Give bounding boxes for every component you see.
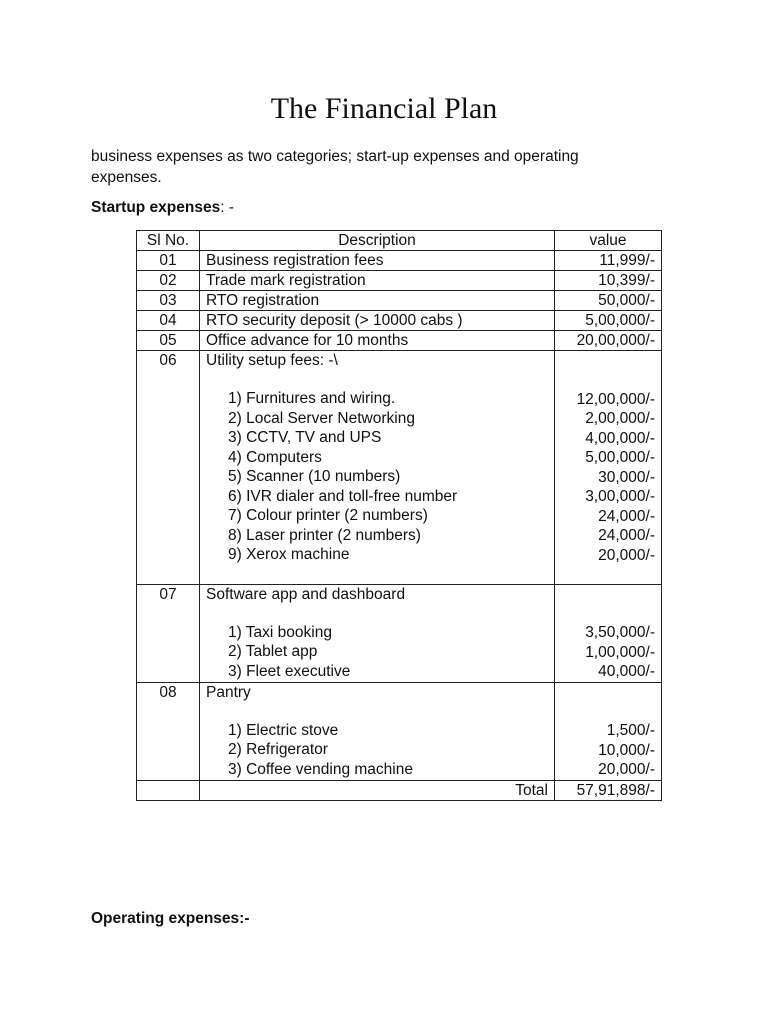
item-value: 3,50,000/- (585, 624, 655, 641)
group-values (555, 682, 662, 780)
intro-paragraph: business expenses as two categories; start-up expenses and operating expenses. (91, 148, 579, 186)
group-description (200, 682, 555, 780)
startup-expenses-table (136, 230, 662, 801)
list-item: 3) Fleet executive (228, 662, 351, 680)
total-label: Total (200, 780, 555, 800)
item-value: 2,00,000/- (585, 410, 655, 427)
group-item-list (206, 721, 548, 780)
list-item: 1) Electric stove (228, 721, 339, 739)
group-values (555, 351, 662, 585)
item-value: 20,000/- (598, 546, 655, 564)
item-value: 12,00,000/- (576, 390, 655, 408)
operating-expenses-heading (91, 910, 250, 928)
list-item: 8) Laser printer (2 numbers) (228, 526, 421, 544)
group-title: Utility setup fees: -\ (206, 352, 338, 369)
row-description: RTO security deposit (> 10000 cabs ) (200, 311, 555, 331)
table-row (137, 291, 662, 311)
group-description (200, 351, 555, 585)
list-item: 2) Tablet app (228, 643, 318, 660)
list-item: 4) Computers (228, 448, 322, 466)
total-value: 57,91,898/- (555, 780, 662, 800)
startup-heading-suffix: : - (220, 199, 234, 216)
list-item: 3) CCTV, TV and UPS (228, 429, 382, 446)
list-item: 2) Refrigerator (228, 741, 328, 758)
item-value: 1,00,000/- (585, 643, 655, 661)
group-title: Pantry (206, 683, 251, 701)
row-description: Trade mark registration (200, 271, 555, 291)
list-item: 5) Scanner (10 numbers) (228, 468, 401, 485)
row-value: 50,000/- (555, 291, 662, 311)
table-row (137, 311, 662, 331)
item-value: 1,500/- (606, 722, 655, 739)
row-description: RTO registration (200, 291, 555, 311)
list-item: 3) Coffee vending machine (228, 760, 413, 778)
group-description (200, 584, 555, 682)
group-values (555, 584, 662, 682)
startup-heading-bold: Startup expenses (91, 199, 221, 216)
row-value: 10,399/- (555, 271, 662, 291)
table-group-row (137, 682, 662, 780)
list-item: 1) Furnitures and wiring. (228, 390, 396, 407)
header-description: Description (200, 231, 555, 251)
row-description: Office advance for 10 months (200, 331, 555, 351)
list-item: 7) Colour printer (2 numbers) (228, 507, 428, 524)
item-value: 5,00,000/- (585, 449, 655, 466)
table-group-row (137, 351, 662, 585)
group-sl: 06 (137, 351, 200, 585)
row-description: Business registration fees (200, 251, 555, 271)
list-item: 6) IVR dialer and toll-free number (228, 487, 458, 505)
table-header-row (137, 231, 662, 251)
row-value: 20,00,000/- (555, 331, 662, 351)
table-row (137, 331, 662, 351)
item-value: 40,000/- (598, 663, 655, 680)
list-item: 1) Taxi booking (228, 623, 332, 641)
header-value: value (555, 231, 662, 251)
header-sl-no: Sl No. (137, 231, 200, 251)
item-value: 24,000/- (598, 507, 655, 525)
item-value: 30,000/- (598, 468, 655, 486)
row-sl: 01 (137, 251, 200, 271)
group-item-list (206, 389, 548, 565)
item-value: 24,000/- (598, 527, 655, 544)
startup-expenses-heading (91, 199, 234, 217)
item-value: 3,00,000/- (585, 488, 655, 505)
group-sl: 07 (137, 584, 200, 682)
item-value: 20,000/- (598, 761, 655, 778)
item-value: 10,000/- (598, 741, 655, 759)
group-title: Software app and dashboard (206, 585, 406, 603)
group-sl: 08 (137, 682, 200, 780)
group-item-list (206, 623, 548, 682)
table-row (137, 271, 662, 291)
row-sl: 02 (137, 271, 200, 291)
operating-heading-bold: Operating expenses:- (91, 910, 250, 927)
list-item: 2) Local Server Networking (228, 409, 415, 427)
item-value: 4,00,000/- (585, 429, 655, 447)
row-sl: 04 (137, 311, 200, 331)
row-sl: 03 (137, 291, 200, 311)
list-item: 9) Xerox machine (228, 546, 350, 563)
table-total-row (137, 780, 662, 800)
row-sl: 05 (137, 331, 200, 351)
table-row (137, 251, 662, 271)
row-value: 5,00,000/- (555, 311, 662, 331)
page-title: The Financial Plan (270, 92, 498, 125)
table-group-row (137, 584, 662, 682)
row-value: 11,999/- (555, 251, 662, 271)
